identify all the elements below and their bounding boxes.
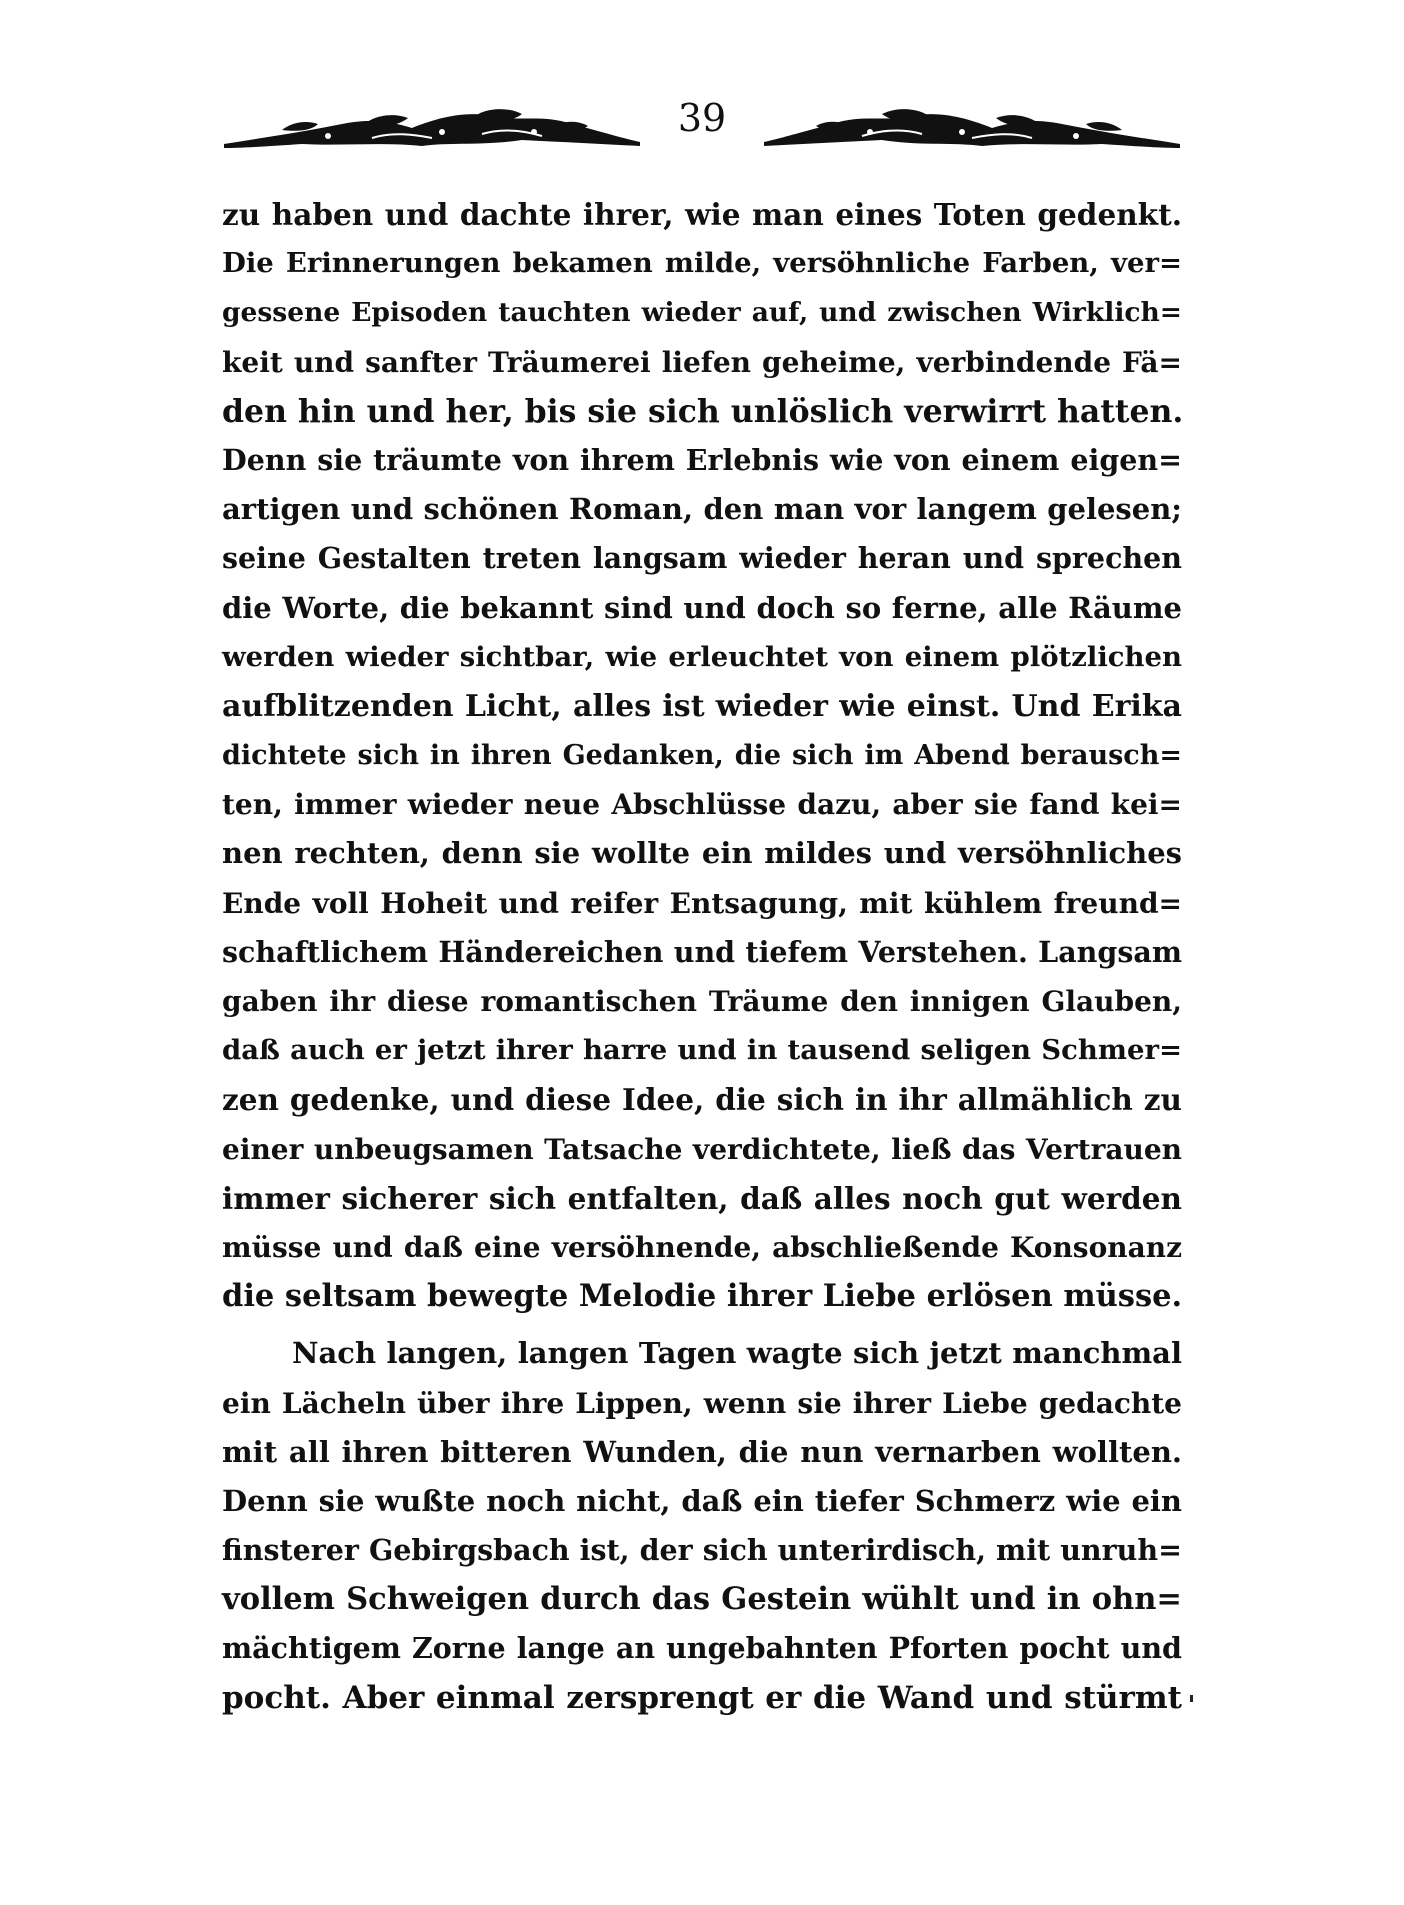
text-line: müsse und daß eine versöhnende, abschließende Konsonanz [222, 1230, 1182, 1264]
text-line: ten, immer wieder neue Abschlüsse dazu, aber sie fand kei= [222, 788, 1182, 822]
text-line: keit und sanfter Träumerei liefen geheime, verbindende Fä= [222, 345, 1182, 379]
text-line: aufblitzenden Licht, alles ist wieder wie einst. Und Erika [222, 688, 1182, 724]
page-number: 39 [677, 96, 727, 140]
text-line: werden wieder sichtbar, wie erleuchtet von einem plötzlichen [222, 640, 1182, 673]
paragraph-gap [222, 1321, 1182, 1329]
text-line: artigen und schönen Roman, den man vor langem gelesen; [222, 492, 1182, 527]
text-line: einer unbeugsamen Tatsache verdichtete, ließ das Vertrauen [222, 1132, 1182, 1166]
text-line: immer sicherer sich entfalten, daß alles noch gut werden [222, 1180, 1182, 1216]
text-line: die Worte, die bekannt sind und doch so ferne, alle Räume [222, 590, 1182, 625]
text-line: Die Erinnerungen bekamen milde, versöhnliche Farben, ver= [222, 247, 1182, 280]
text-line: daß auch er jetzt ihrer harre und in tausend seligen Schmer= [222, 1034, 1182, 1067]
text-line: gessene Episoden tauchten wieder auf, und zwischen Wirklich= [222, 297, 1182, 329]
text-line: Denn sie träumte von ihrem Erlebnis wie von einem eigen= [222, 442, 1182, 477]
text-line: vollem Schweigen durch das Gestein wühlt und in ohn= [222, 1581, 1182, 1618]
text-line: seine Gestalten treten langsam wieder heran und sprechen [222, 541, 1182, 576]
text-line: die seltsam bewegte Melodie ihrer Liebe erlösen müsse. [222, 1278, 1183, 1315]
text-line: zu haben und dachte ihrer, wie man eines Toten gedenkt. [222, 197, 1182, 232]
text-line: mit all ihren bitteren Wunden, die nun vernarben wollten. [222, 1434, 1182, 1469]
ornament-vignette-icon [762, 102, 1182, 158]
text-line: nen rechten, denn sie wollte ein mildes und versöhnliches [222, 836, 1182, 871]
text-line: zen gedenke, und diese Idee, die sich in ihr allmählich zu [222, 1082, 1182, 1118]
text-line: finsterer Gebirgsbach ist, der sich unterirdisch, mit unruh= [222, 1533, 1182, 1568]
text-line: mächtigem Zorne lange an ungebahnten Pforten pocht und [222, 1631, 1182, 1666]
text-line: Ende voll Hoheit und reifer Entsagung, mit kühlem freund= [222, 886, 1182, 920]
ink-speck [1190, 1695, 1193, 1702]
text-line: pocht. Aber einmal zersprengt er die Wand und stürmt [222, 1679, 1182, 1716]
paragraph-2 [222, 1329, 1182, 1723]
text-line: dichtete sich in ihren Gedanken, die sich im Abend berausch= [222, 740, 1182, 772]
text-line: ein Lächeln über ihre Lippen, wenn sie ihrer Liebe gedachte [222, 1386, 1182, 1420]
text-line: Nach langen, langen Tagen wagte sich jetzt manchmal [292, 1336, 1182, 1371]
text-line: gaben ihr diese romantischen Träume den innigen Glauben, [222, 985, 1182, 1018]
text-line: Denn sie wußte noch nicht, daß ein tiefer Schmerz wie ein [222, 1483, 1182, 1518]
text-line: schaftlichem Händereichen und tiefem Verstehen. Langsam [222, 934, 1182, 969]
text-line: den hin und her, bis sie sich unlöslich verwirrt hatten. [222, 392, 1184, 430]
paragraph-1 [222, 190, 1182, 1321]
page-header [222, 92, 1182, 162]
body-text [222, 190, 1182, 1723]
